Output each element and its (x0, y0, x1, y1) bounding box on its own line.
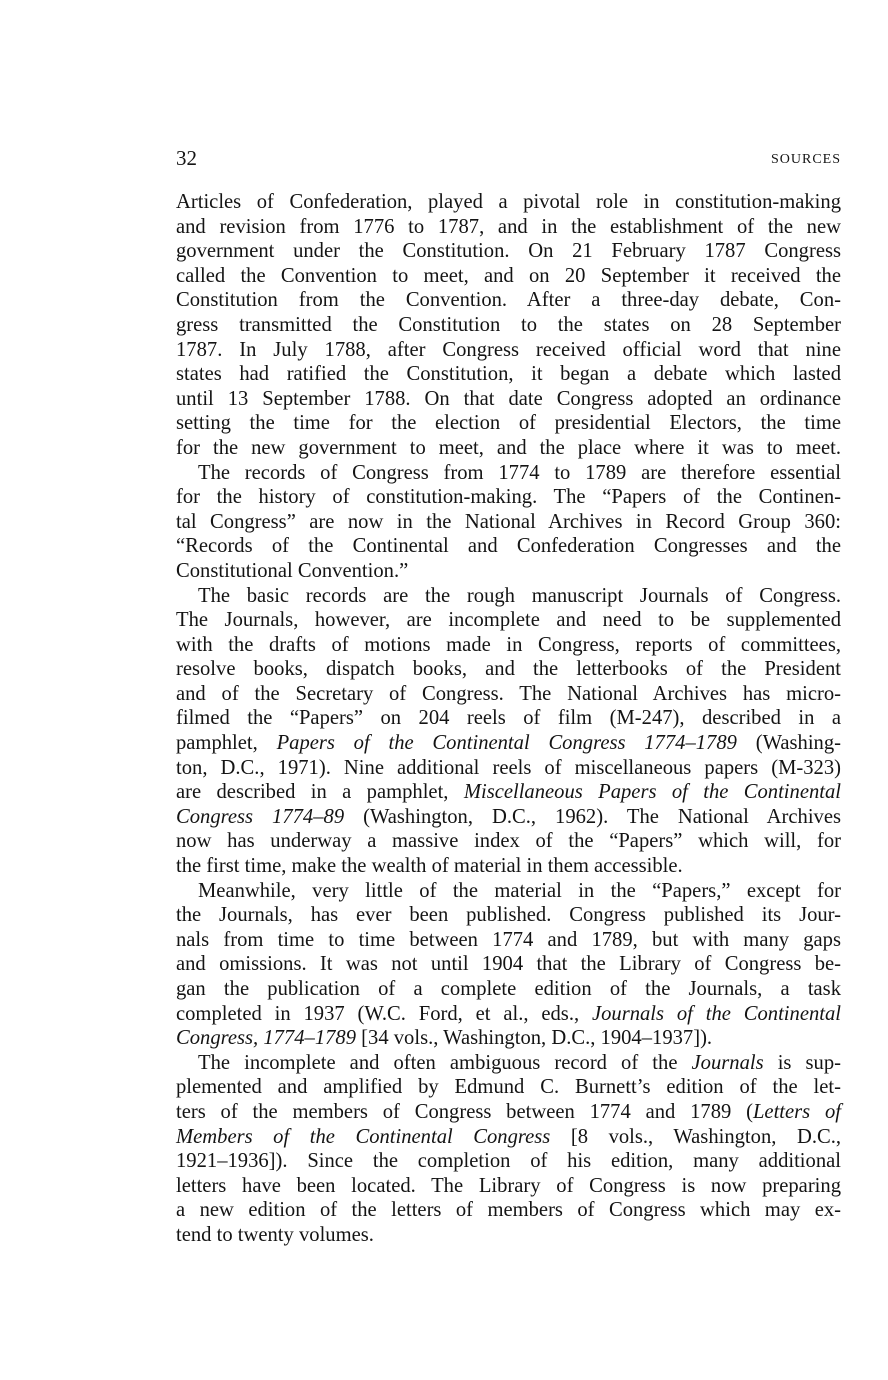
text-line (176, 1002, 841, 1027)
text-line: Constitutional Convention.” (176, 559, 409, 582)
publication-title: Miscellaneous Papers of the Continental (463, 781, 841, 804)
text-line: ton, D.C., 1971). Nine additional reels of miscellaneous papers (M-323) (176, 756, 841, 779)
publication-title: Members of the Continental Congress (176, 1125, 551, 1148)
paragraph-2 (176, 461, 841, 584)
text-line: “Records of the Continental and Confederation Congresses and the (176, 535, 841, 558)
text-line: setting the time for the election of presidential Electors, the time (176, 412, 841, 435)
text-run: (Washing- (736, 732, 841, 755)
text-line: the first time, make the wealth of material in them accessible. (176, 855, 683, 878)
text-run: pamphlet, (176, 732, 277, 755)
text-line: plemented and amplified by Edmund C. Burnett’s edition of the let- (176, 1076, 841, 1099)
text-line: The Journals, however, are incomplete and need to be supplemented (176, 609, 841, 632)
text-line: filmed the “Papers” on 204 reels of film (M-247), described in a (176, 707, 841, 730)
text-line: for the new government to meet, and the place where it was to meet. (176, 436, 841, 459)
text-line: Constitution from the Convention. After a three-day debate, Con- (176, 289, 841, 312)
text-line: called the Convention to meet, and on 20 September it received the (176, 264, 841, 287)
text-line (176, 805, 841, 830)
text-line: the Journals, has ever been published. Congress published its Jour- (176, 904, 841, 927)
text-line: and omissions. It was not until 1904 that the Library of Congress be- (176, 953, 841, 976)
text-line: Meanwhile, very little of the material in the “Papers,” except for (198, 879, 841, 902)
text-line: The records of Congress from 1774 to 1789 are therefore essential (198, 461, 841, 484)
text-line: resolve books, dispatch books, and the letterbooks of the President (176, 658, 841, 681)
publication-title: Journals of the Continental (591, 1002, 841, 1025)
text-line: The basic records are the rough manuscript Journals of Congress. (198, 584, 841, 607)
text-line (176, 1100, 841, 1125)
text-line (176, 731, 841, 756)
text-line (176, 1125, 841, 1150)
text-line (176, 1026, 841, 1051)
text-run: completed in 1937 (W.C. Ford, et al., eds., (176, 1002, 592, 1025)
text-run: is sup- (763, 1051, 842, 1074)
publication-title: Journals (691, 1051, 764, 1074)
text-line: until 13 September 1788. On that date Congress adopted an ordinance (176, 387, 841, 410)
publication-title: Papers of the Continental Congress 1774–1789 (276, 732, 737, 755)
paragraph-1 (176, 190, 841, 461)
text-line: letters have been located. The Library of Congress is now preparing (176, 1174, 841, 1197)
text-run: are described in a pamphlet, (176, 781, 464, 804)
text-line: gan the publication of a complete edition of the Journals, a task (176, 978, 841, 1000)
text-run: [34 vols., Washington, D.C., 1904–1937]). (356, 1027, 713, 1050)
publication-title: Congress, 1774–1789 (176, 1027, 357, 1050)
text-run: (Washington, D.C., 1962). The National Archives (344, 805, 841, 828)
text-run: The incomplete and often ambiguous record of the (198, 1051, 692, 1074)
text-line: government under the Constitution. On 21 February 1787 Congress (176, 240, 841, 263)
text-line: Articles of Confederation, played a pivotal role in constitution-making (176, 191, 841, 213)
text-line: for the history of constitution-making. The “Papers of the Continen- (176, 486, 841, 509)
text-line: tend to twenty volumes. (176, 1223, 374, 1246)
text-line: and revision from 1776 to 1787, and in the establishment of the new (176, 215, 841, 238)
text-run: [8 vols., Washington, D.C., (550, 1125, 841, 1148)
paragraph-5 (176, 1051, 841, 1248)
body-text (176, 190, 841, 1248)
text-line (176, 780, 841, 805)
text-line: and of the Secretary of Congress. The National Archives has micro- (176, 682, 841, 705)
text-line: 1787. In July 1788, after Congress received official word that nine (176, 338, 841, 361)
text-line (176, 1051, 841, 1076)
text-line: now has underway a massive index of the “Papers” which will, for (176, 830, 841, 853)
text-line: tal Congress” are now in the National Archives in Record Group 360: (176, 510, 841, 533)
text-line: gress transmitted the Constitution to the states on 28 September (176, 313, 841, 336)
text-line: 1921–1936]). Since the completion of his edition, many additional (176, 1150, 841, 1173)
paragraph-4 (176, 879, 841, 1051)
publication-title: Letters of (752, 1100, 841, 1123)
text-line: a new edition of the letters of members of Congress which may ex- (176, 1199, 841, 1222)
text-line: with the drafts of motions made in Congress, reports of committees, (176, 633, 841, 656)
text-line: states had ratified the Constitution, it began a debate which lasted (176, 363, 841, 386)
text-line: nals from time to time between 1774 and 1789, but with many gaps (176, 928, 841, 951)
paragraph-3 (176, 584, 841, 879)
running-head: SOURCES (770, 152, 841, 167)
text-run: ters of the members of Congress between 1774 and 1789 ( (176, 1100, 753, 1123)
publication-title: Congress 1774–89 (176, 805, 345, 828)
page-number: 32 (176, 146, 197, 170)
